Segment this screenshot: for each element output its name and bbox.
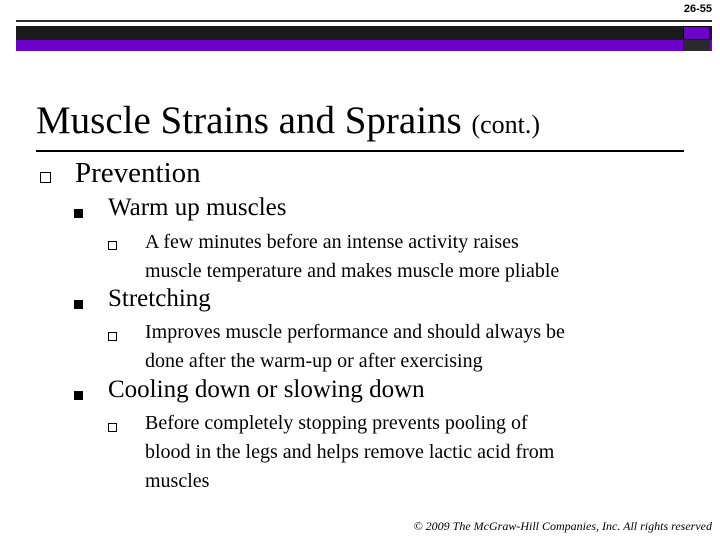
- filled-square-bullet-icon: [74, 205, 83, 223]
- bullet-cooling-down: Cooling down or slowing down: [108, 376, 425, 403]
- page-number: 26-55: [683, 3, 712, 15]
- header-purple-square: [683, 26, 710, 40]
- decorative-header-bar: [16, 20, 712, 54]
- detail-line: Before completely stopping prevents pooling of: [145, 412, 528, 434]
- detail-stretching: [145, 318, 565, 376]
- header-dark-square: [683, 40, 710, 51]
- slide-title: [36, 98, 540, 143]
- detail-line: muscles: [145, 470, 210, 492]
- detail-line: blood in the legs and helps remove lactic acid from: [145, 441, 555, 463]
- title-underline: [36, 150, 684, 152]
- filled-square-bullet-icon: [74, 296, 83, 314]
- bullet-prevention: Prevention: [75, 157, 201, 189]
- hollow-square-bullet-icon: [108, 237, 117, 255]
- filled-square-bullet-icon: [74, 387, 83, 405]
- title-suffix: (cont.): [471, 110, 541, 139]
- title-main: Muscle Strains and Sprains: [36, 99, 462, 142]
- bullet-stretching: Stretching: [108, 285, 211, 312]
- hollow-square-bullet-icon: [40, 170, 51, 188]
- hollow-square-bullet-icon: [108, 328, 117, 346]
- header-dark-band: [16, 26, 712, 40]
- detail-line: A few minutes before an intense activity raises: [145, 231, 519, 253]
- detail-line: Improves muscle performance and should always be: [145, 321, 565, 343]
- bullet-warm-up: Warm up muscles: [108, 194, 287, 221]
- detail-warm-up: [145, 228, 559, 286]
- detail-line: done after the warm-up or after exercising: [145, 350, 483, 372]
- header-thin-line: [16, 20, 712, 22]
- hollow-square-bullet-icon: [108, 419, 117, 437]
- copyright-footer: © 2009 The McGraw-Hill Companies, Inc. All rights reserved: [413, 519, 712, 533]
- header-purple-band: [16, 40, 712, 51]
- detail-line: muscle temperature and makes muscle more pliable: [145, 260, 560, 282]
- detail-cooling-down: [145, 409, 554, 496]
